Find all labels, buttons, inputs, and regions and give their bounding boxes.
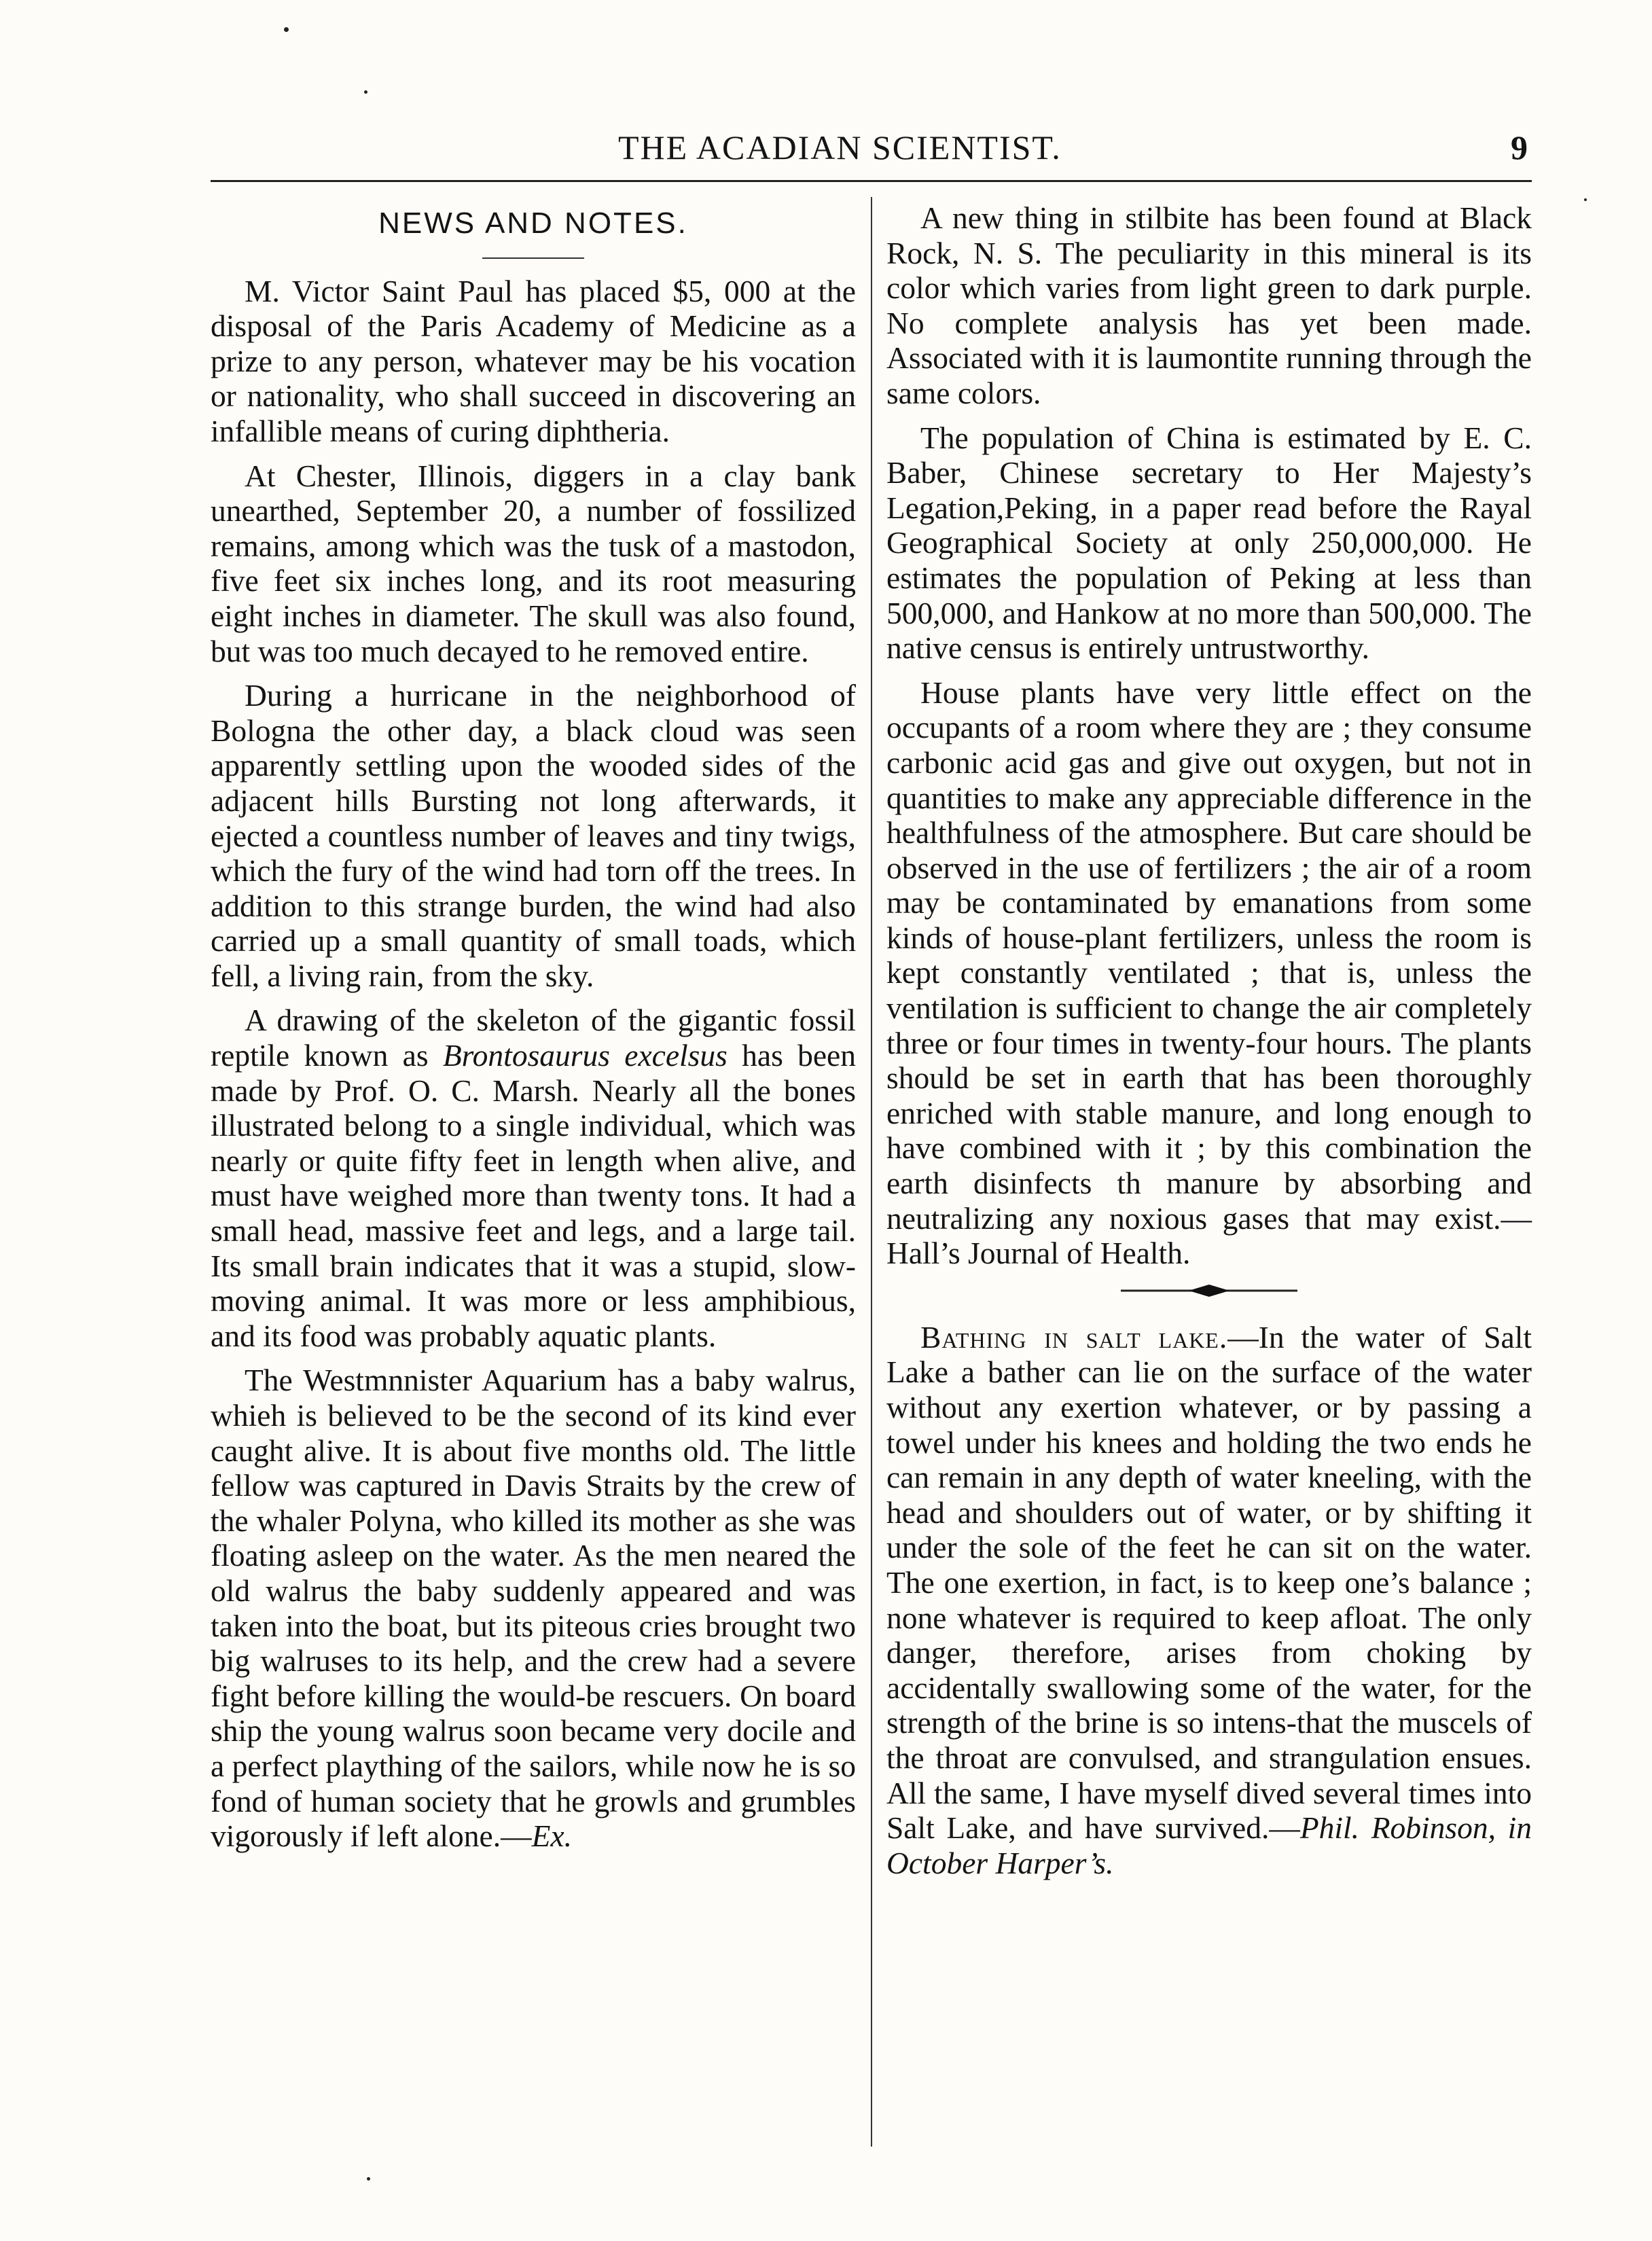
article-bologna-hurricane: During a hurricane in the neighborhood of Bologna the other day, a black cloud was seen apparently settling upon the wooded sides of the adjacent hills Bursting not long afterwards, it ejected a countless number of leaves and tiny twigs, which the fury of the wind had torn off the trees. In addition to this strange burden, the wind had also carried up a small quantity of small toads, which fell, a living rain, from the sky. [211, 678, 856, 993]
salt-lake-heading: Bathing in salt lake. [920, 1319, 1228, 1355]
article-stilbite: A new thing in stilbite has been found at Black Rock, N. S. The peculiarity in this mineral is its color which varies from light green to dark purple. No complete analysis has yet been made. Associated with it is laumontite running through the same colors. [886, 200, 1532, 410]
species-name: Brontosaurus excelsus [442, 1038, 728, 1073]
ink-speck [364, 90, 367, 94]
ink-speck [367, 2177, 370, 2181]
article-baby-walrus [211, 1363, 856, 1853]
section-divider [482, 257, 584, 259]
ornament-divider [1121, 1280, 1297, 1301]
article-house-plants: House plants have very little effect on the occupants of a room where they are ; they consume carbonic acid gas and give out oxygen, but not in quantities to make any appreciable difference in the healthfulness of the atmosphere. But care should be observed in the use of fertilizers ; the air of a room may be contaminated by emanations from some kinds of house-plant fertilizers, unless the room is kept constantly ventilated ; that is, unless the ventilation is sufficient to change the air completely three or four times in twenty-four hours. The plants should be set in earth that has been thoroughly enriched with stable manure, and long enough to have combined with it ; by this combination the earth disinfects th manure by absorbing and neutralizing any noxious gases that may exist.—Hall’s Journal of Health. [886, 675, 1532, 1271]
salt-lake-text: —In the water of Salt Lake a bather can lie on the surface of the water without any exertion whatever, or by passing a towel under his knees and holding the two ends he can remain in any depth of water kneeling, with the head and shoulders out of water, or by shifting it under the sole of the feet he can sit on the water. The one exertion, in fact, is to keep one’s balance ; none whatever is required to keep afloat. The only danger, therefore, arises from choking by accidentally swallowing some of the water, for the strength of the brine is so intens-that the muscels of the throat are convulsed, and strangulation ensues. All the same, I have myself dived several times into Salt Lake, and have survived.— [886, 1319, 1532, 1846]
article-salt-lake [886, 1320, 1532, 1881]
right-column [886, 200, 1532, 1890]
article-brontosaurus [211, 1003, 856, 1353]
ink-speck [284, 27, 289, 32]
left-column [211, 200, 856, 1863]
column-divider [871, 197, 872, 2147]
article-china-population: The population of China is estimated by E. C. Baber, Chinese secretary to Her Majesty’s Legation,Peking, in a paper read before the Rayal Geographical Society at only 250,000,000. He estimates the population of Peking at less than 500,000, and Hankow at no more than 500,000. The native census is entirely untrustworthy. [886, 420, 1532, 666]
brontosaurus-text-1: A drawing of the skeleton of the gigantic fossil reptile known as [211, 1003, 856, 1073]
brontosaurus-text-2: has been made by Prof. O. C. Marsh. Nearly all the bones illustrated belong to a single individual, which was nearly or quite fifty feet in length when alive, and must have weighed more than twenty tons. It had a small head, massive feet and legs, and a large tail. Its small brain indicates that it was a stupid, slow-moving animal. It was more or less amphibious, and its food was probably aquatic plants. [211, 1038, 856, 1353]
ink-speck [1584, 198, 1587, 201]
header-rule [211, 180, 1532, 182]
page-header [211, 122, 1532, 170]
page-number: 9 [1511, 128, 1528, 166]
section-title: NEWS AND NOTES. [378, 207, 688, 240]
article-diphtheria-prize: M. Victor Saint Paul has placed $5, 000 at the disposal of the Paris Academy of Medicine as a prize to any person, whatever may be his vocation or nationality, who shall succeed in discovering an infallible means of curing diphtheria. [211, 273, 856, 448]
running-title: THE ACADIAN SCIENTIST. [618, 128, 1062, 166]
salt-lake-source: Phil. Robinson, in October Harper’s. [886, 1810, 1532, 1880]
walrus-source: Ex. [531, 1818, 572, 1854]
article-mastodon-remains: At Chester, Illinois, diggers in a clay bank unearthed, September 20, a number of fossilized remains, among which was the tusk of a mastodon, five feet six inches long, and its root measuring eight inches in diameter. The skull was also found, but was too much decayed to he removed entire. [211, 458, 856, 668]
walrus-text: The Westmnnister Aquarium has a baby walrus, whieh is believed to be the second of its kind ever caught alive. It is about five months old. The little fellow was captured in Davis Straits by the crew of the whaler Polyna, who killed its mother as she was floating asleep on the water. As the men neared the old walrus the baby suddenly appeared and was taken into the boat, but its piteous cries brought two big walruses to its help, and the crew had a severe fight before killing the would-be rescuers. On board ship the young walrus soon became very docile and a perfect plaything of the sailors, while now he is so fond of human society that he growls and grumbles vigorously if left alone.— [211, 1363, 856, 1854]
